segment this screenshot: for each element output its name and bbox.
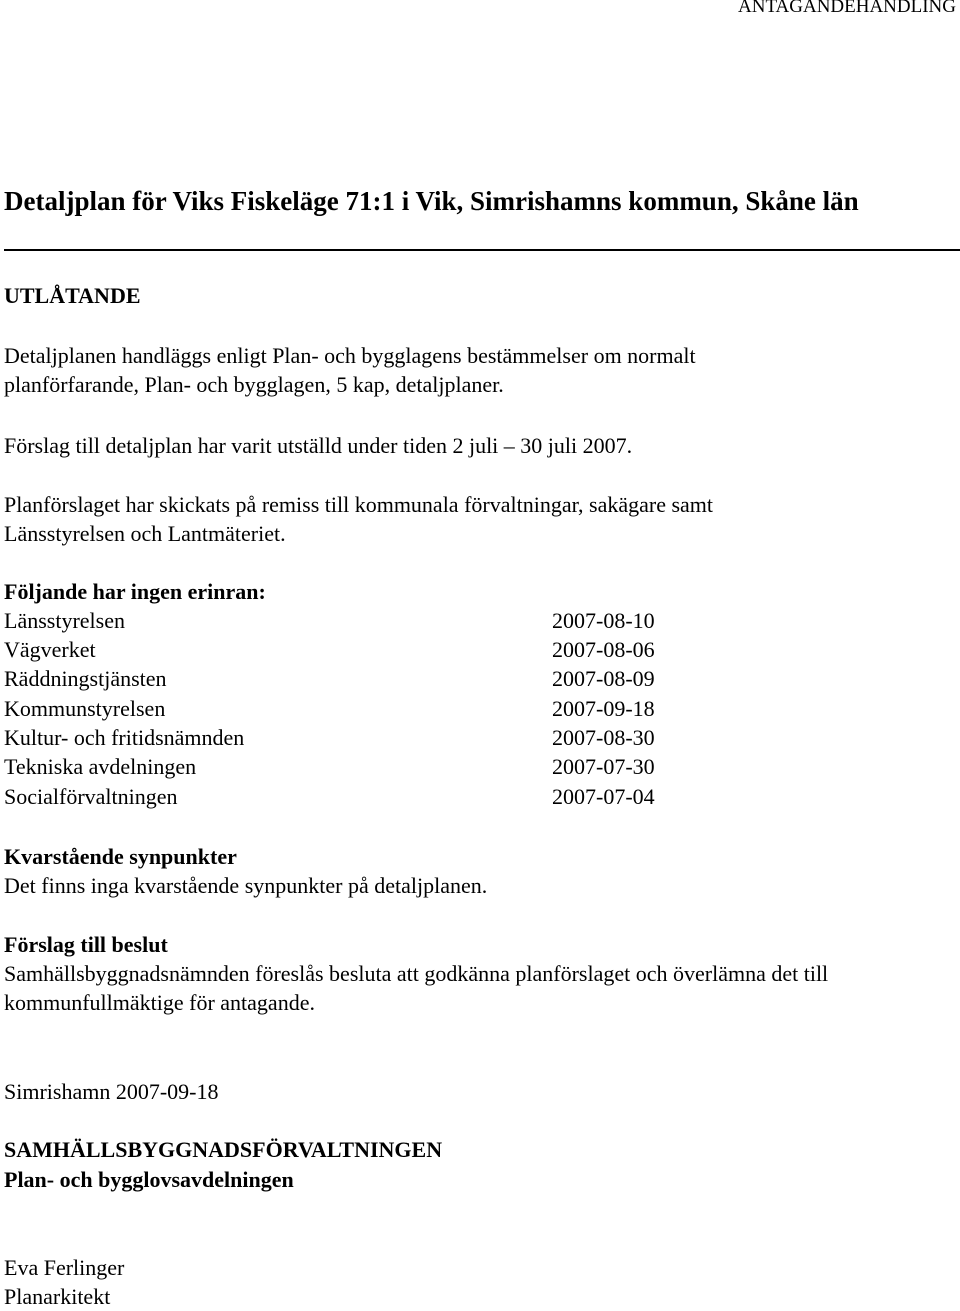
document-title: Detaljplan för Viks Fiskeläge 71:1 i Vik, Simrishamns kommun, Skåne län bbox=[4, 186, 859, 216]
no-objections-heading: Följande har ingen erinran: bbox=[4, 579, 266, 604]
list-item-date: 2007-08-30 bbox=[552, 725, 655, 750]
title-divider bbox=[4, 249, 960, 251]
proposal-heading: Förslag till beslut bbox=[4, 932, 168, 957]
list-item-name: Kommunstyrelsen bbox=[4, 696, 166, 721]
exhibition-text: Förslag till detaljplan har varit utställd under tiden 2 juli – 30 juli 2007. bbox=[4, 433, 633, 458]
list-item-name: Vägverket bbox=[4, 637, 96, 662]
list-item-date: 2007-08-09 bbox=[552, 666, 655, 691]
proposal-line-2: kommunfullmäktige för antagande. bbox=[4, 990, 315, 1015]
list-item-name: Räddningstjänsten bbox=[4, 666, 167, 691]
list-item-date: 2007-08-10 bbox=[552, 608, 655, 633]
section-heading: UTLÅTANDE bbox=[4, 283, 141, 308]
proposal-line-1: Samhällsbyggnadsnämnden föreslås besluta att godkänna planförslaget och överlämna det till bbox=[4, 961, 829, 986]
list-item-name: Socialförvaltningen bbox=[4, 784, 178, 809]
remiss-line-1: Planförslaget har skickats på remiss till kommunala förvaltningar, sakägare samt bbox=[4, 492, 714, 517]
remaining-heading: Kvarstående synpunkter bbox=[4, 844, 237, 869]
intro-line-2: planförfarande, Plan- och bygglagen, 5 kap, detaljplaner. bbox=[4, 372, 504, 397]
signer-title: Planarkitekt bbox=[4, 1284, 111, 1309]
list-item-date: 2007-09-18 bbox=[552, 696, 655, 721]
list-item-date: 2007-08-06 bbox=[552, 637, 655, 662]
list-item-name: Kultur- och fritidsnämnden bbox=[4, 725, 245, 750]
list-item-name: Tekniska avdelningen bbox=[4, 754, 197, 779]
document-status-tag: ANTAGANDEHANDLING bbox=[738, 0, 956, 17]
department-name: SAMHÄLLSBYGGNADSFÖRVALTNINGEN bbox=[4, 1137, 443, 1162]
intro-line-1: Detaljplanen handläggs enligt Plan- och bygglagens bestämmelser om normalt bbox=[4, 343, 696, 368]
list-item-date: 2007-07-30 bbox=[552, 754, 655, 779]
place-date: Simrishamn 2007-09-18 bbox=[4, 1079, 219, 1104]
list-item-name: Länsstyrelsen bbox=[4, 608, 125, 633]
remaining-text: Det finns inga kvarstående synpunkter på detaljplanen. bbox=[4, 873, 488, 898]
list-item-date: 2007-07-04 bbox=[552, 784, 655, 809]
division-name: Plan- och bygglovsavdelningen bbox=[4, 1167, 294, 1192]
remiss-line-2: Länsstyrelsen och Lantmäteriet. bbox=[4, 521, 286, 546]
signer-name: Eva Ferlinger bbox=[4, 1255, 125, 1280]
